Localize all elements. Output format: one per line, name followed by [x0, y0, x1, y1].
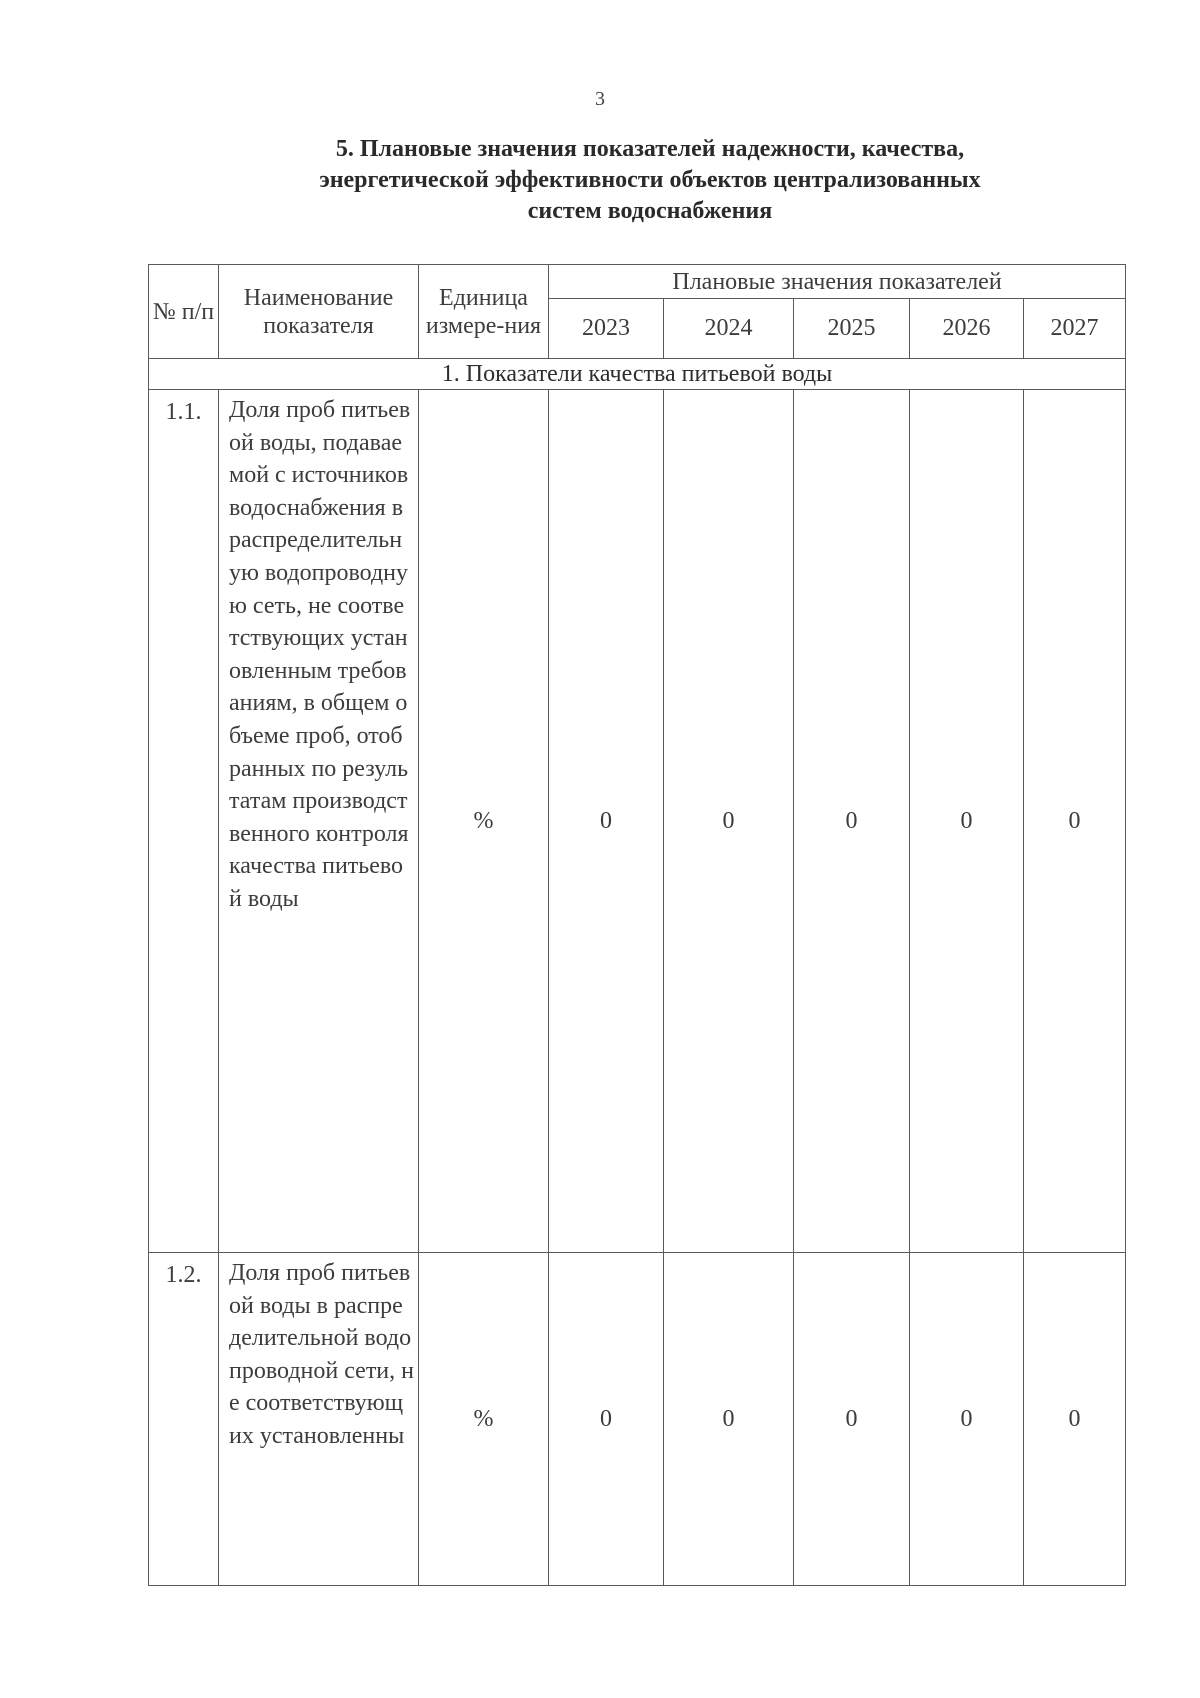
row-number: 1.1. [149, 390, 219, 1253]
header-num: № п/п [149, 265, 219, 359]
header-year: 2025 [794, 299, 910, 359]
page-number: 3 [595, 88, 605, 110]
header-name: Наименование показателя [219, 265, 419, 359]
section-title: 1. Показатели качества питьевой воды [149, 359, 1126, 390]
value-cell: 0 [549, 390, 664, 1253]
value-cell: 0 [794, 390, 910, 1253]
value-cell: 0 [910, 390, 1024, 1253]
header-year: 2026 [910, 299, 1024, 359]
header-year: 2023 [549, 299, 664, 359]
indicator-name-text: Доля проб питьевой воды в распределительной водопроводной сети, не соответствующих установленны [229, 1260, 414, 1449]
title-line-3: систем водоснабжения [527, 198, 773, 224]
value-cell: 0 [549, 1253, 664, 1586]
indicator-name [219, 1253, 419, 1586]
value-cell: 0 [1024, 390, 1126, 1253]
row-number: 1.2. [149, 1253, 219, 1586]
header-plan: Плановые значения показателей [549, 265, 1126, 299]
indicators-table [148, 264, 1126, 1586]
value-cell: 0 [910, 1253, 1024, 1586]
section-row [149, 359, 1126, 390]
header-year: 2027 [1024, 299, 1126, 359]
unit-cell: % [419, 1253, 549, 1586]
table-row [149, 390, 1126, 1253]
value-cell: 0 [664, 1253, 794, 1586]
header-year: 2024 [664, 299, 794, 359]
unit-cell: % [419, 390, 549, 1253]
value-cell: 0 [664, 390, 794, 1253]
title-line-2: энергетической эффективности объектов централизованных [319, 167, 981, 193]
table-row [149, 1253, 1126, 1586]
header-unit: Единица измере-ния [419, 265, 549, 359]
indicator-name: Доля проб питьевой воды, подаваемой с источников водоснабжения в распределительную водопроводную сеть, не соответствующих установленным требованиям, в общем объеме проб, отобранных по результатам производственного контроля качества питьевой воды [219, 390, 419, 1253]
header-row-top [149, 265, 1126, 299]
value-cell: 0 [794, 1253, 910, 1586]
title-line-1: 5. Плановые значения показателей надежности, качества, [335, 136, 965, 162]
value-cell: 0 [1024, 1253, 1126, 1586]
document-title [150, 134, 1150, 227]
